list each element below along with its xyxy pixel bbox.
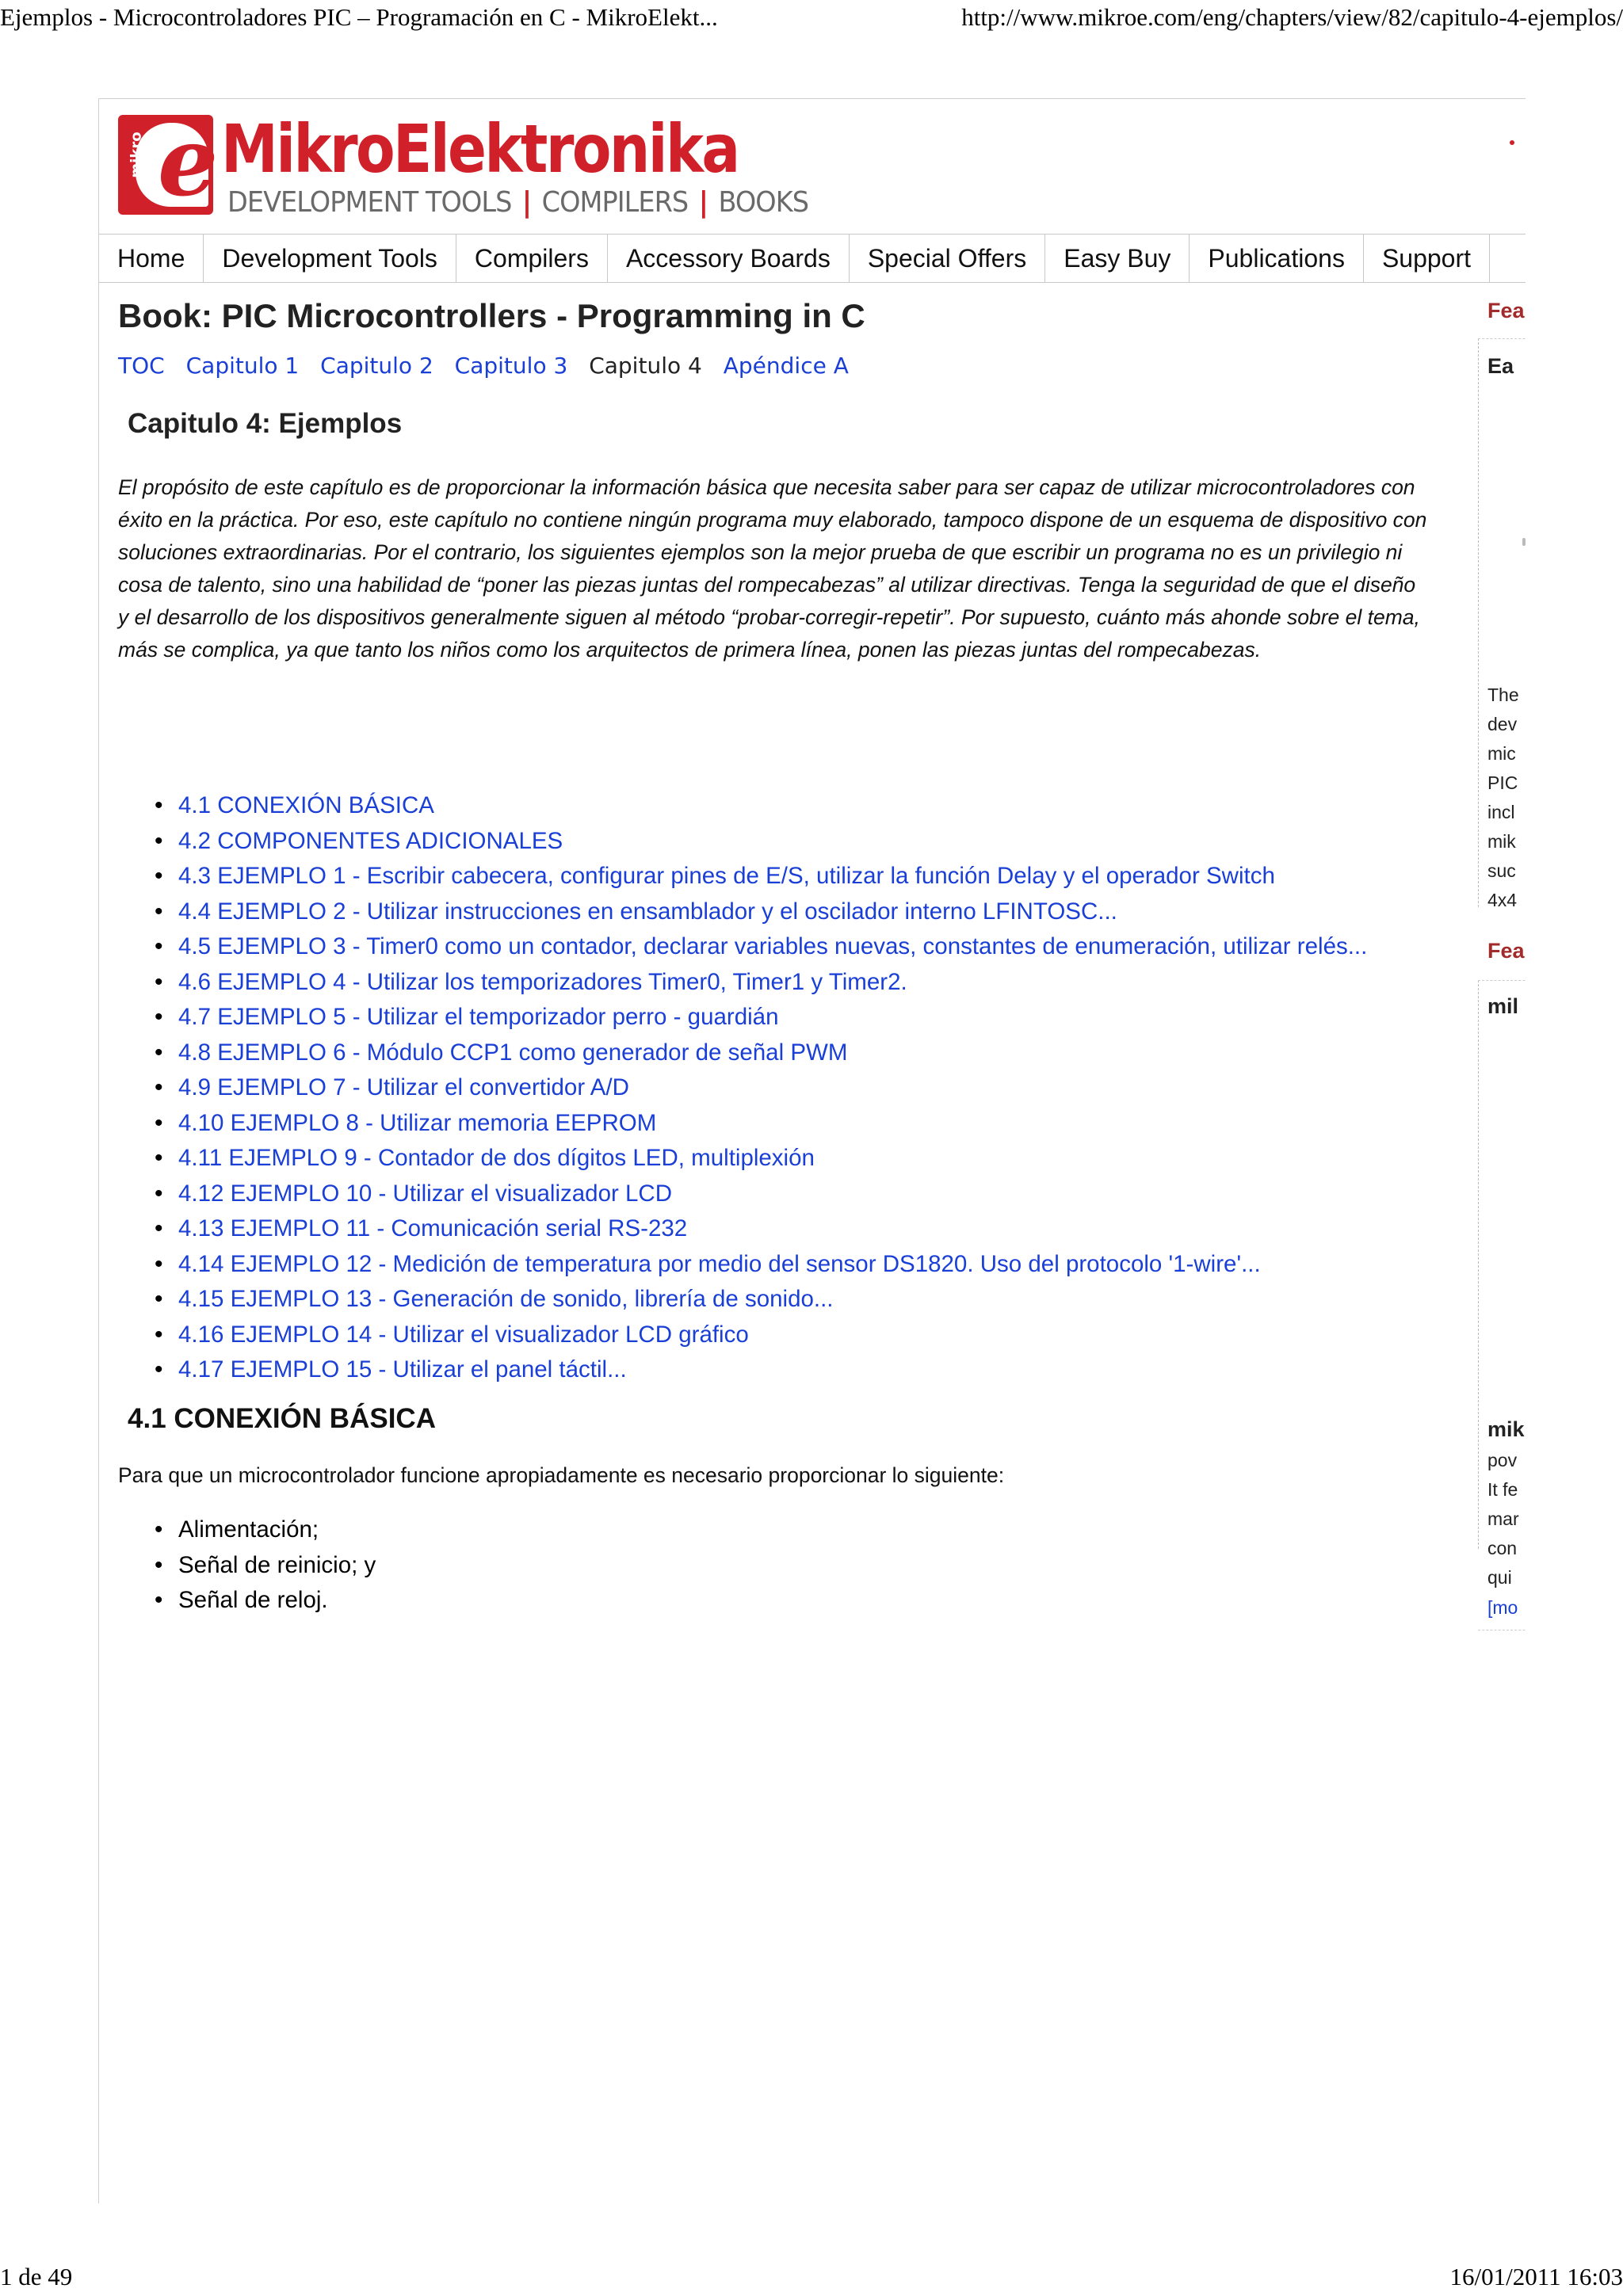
section-item [178, 1070, 1367, 1106]
featured-product-text: The dev mic PIC incl mik suc 4x4 [1487, 685, 1519, 910]
section-link[interactable]: 4.14 EJEMPLO 12 - Medición de temperatura por medio del sensor DS1820. Uso del protocolo '1-wire'... [178, 1250, 1261, 1277]
featured-product-text: pov It fe mar con qui [1487, 1450, 1519, 1588]
print-header [0, 3, 1623, 35]
chapter-nav [118, 353, 863, 379]
section-link[interactable]: 4.6 EJEMPLO 4 - Utilizar los temporizadores Timer0, Timer1 y Timer2. [178, 968, 907, 995]
section-item [178, 788, 1367, 824]
requirement-item: • Señal de reinicio; y [178, 1548, 376, 1584]
section-link[interactable]: 4.8 EJEMPLO 6 - Módulo CCP1 como generador de señal PWM [178, 1039, 848, 1066]
featured-heading: Fea [1487, 939, 1525, 963]
section-item [178, 929, 1367, 965]
section-link[interactable]: 4.7 EJEMPLO 5 - Utilizar el temporizador perro - guardián [178, 1004, 779, 1030]
logo-name: MikroElektronika [221, 110, 739, 188]
section-link[interactable]: 4.12 EJEMPLO 10 - Utilizar el visualizador LCD [178, 1180, 673, 1207]
requirement-item: • Señal de reloj. [178, 1583, 376, 1619]
featured-heading: Fea [1487, 299, 1525, 322]
header-dot-icon [1510, 140, 1514, 145]
logo-mark-letter: e [158, 106, 219, 218]
sidebar-box-top [1478, 980, 1526, 981]
chapter-link-2[interactable]: Capitulo 2 [320, 353, 433, 379]
nav-support[interactable]: Support [1364, 235, 1490, 282]
section-item [178, 1177, 1367, 1212]
section-link[interactable]: 4.15 EJEMPLO 13 - Generación de sonido, librería de sonido... [178, 1286, 834, 1312]
featured-product-title[interactable]: Ea [1487, 354, 1514, 378]
chapter-link-3[interactable]: Capitulo 3 [454, 353, 568, 379]
section-item [178, 1141, 1367, 1177]
section-item [178, 1318, 1367, 1353]
section-item [178, 1247, 1367, 1283]
nav-easy-buy[interactable]: Easy Buy [1045, 235, 1190, 282]
nav-special-offers[interactable]: Special Offers [850, 235, 1045, 282]
section-item [178, 1352, 1367, 1388]
logo-mark-text: mikro [128, 132, 145, 178]
section-link[interactable]: 4.5 EJEMPLO 3 - Timer0 como un contador, declarar variables nuevas, constantes de enumeración, utilizar relés... [178, 933, 1368, 959]
print-page-title: Ejemplos - Microcontroladores PIC – Programación en C - MikroElekt... [0, 3, 718, 31]
requirements-list [118, 1512, 376, 1619]
section-link[interactable]: 4.3 EJEMPLO 1 - Escribir cabecera, configurar pines de E/S, utilizar la función Delay y el operador Switch [178, 863, 1275, 889]
section-link[interactable]: 4.4 EJEMPLO 2 - Utilizar instrucciones en ensamblador y el oscilador interno LFINTOSC... [178, 898, 1117, 925]
print-page-number: 1 de 49 [0, 2263, 73, 2290]
print-datetime: 16/01/2011 16:03 [1449, 2263, 1623, 2290]
section-link[interactable]: 4.9 EJEMPLO 7 - Utilizar el convertidor A/D [178, 1074, 629, 1100]
section-item [178, 1000, 1367, 1035]
nav-development-tools[interactable]: Development Tools [204, 235, 456, 282]
section-link[interactable]: 4.2 COMPONENTES ADICIONALES [178, 827, 563, 854]
logo-tagline-1: DEVELOPMENT TOOLS [227, 186, 512, 219]
nav-home[interactable]: Home [99, 235, 204, 282]
section-link[interactable]: 4.10 EJEMPLO 8 - Utilizar memoria EEPROM [178, 1109, 657, 1136]
nav-publications[interactable]: Publications [1190, 235, 1364, 282]
logo-tagline-2: COMPILERS [541, 186, 689, 219]
intro-line: y el desarrollo de los dispositivos generalmente siguen al método “probar-corregir-repetir”. Por supuesto, cuánto más ahonde sobre el tema, [118, 605, 1420, 629]
featured-sidebar [1478, 297, 1526, 1644]
section-item [178, 1106, 1367, 1142]
sidebar-box-border [1478, 980, 1480, 1549]
section-link[interactable]: 4.11 EJEMPLO 9 - Contador de dos dígitos LED, multiplexión [178, 1145, 815, 1171]
chapter-link-toc[interactable]: TOC [118, 353, 165, 379]
section-item [178, 824, 1367, 860]
logo-tagline-3: BOOKS [718, 186, 809, 219]
nav-accessory-boards[interactable]: Accessory Boards [608, 235, 850, 282]
section-item [178, 1211, 1367, 1247]
section-item [178, 1035, 1367, 1071]
logo-mark-icon [118, 106, 219, 218]
print-url: http://www.mikroe.com/eng/chapters/view/82/capitulo-4-ejemplos/ [961, 3, 1623, 31]
site-logo[interactable] [118, 106, 809, 234]
logo-tagline [227, 186, 808, 219]
section-link[interactable]: 4.16 EJEMPLO 14 - Utilizar el visualizador LCD gráfico [178, 1321, 749, 1348]
sidebar-box-border [1478, 338, 1480, 907]
section-item [178, 859, 1367, 894]
web-page [98, 98, 1526, 2203]
intro-paragraph [118, 471, 1481, 666]
section-link[interactable]: 4.17 EJEMPLO 15 - Utilizar el panel táctil... [178, 1356, 627, 1383]
chapter-link-appendix-a[interactable]: Apéndice A [723, 353, 849, 379]
section-item [178, 1282, 1367, 1318]
intro-line: soluciones extraordinarias. Por el contrario, los siguientes ejemplos son la mejor prueba de que escribir un programa no es un privilegio ni [118, 540, 1403, 564]
chapter-link-1[interactable]: Capitulo 1 [185, 353, 300, 379]
nav-compilers[interactable]: Compilers [456, 235, 608, 282]
logo-tagline-sep-1: | [521, 186, 532, 219]
intro-line: más se complica, ya que tanto los niños como los arquitectos de primera línea, ponen las piezas juntas del rompecabezas. [118, 638, 1262, 662]
featured-product-name: mik [1487, 1417, 1525, 1441]
section-link[interactable]: 4.1 CONEXIÓN BÁSICA [178, 792, 434, 818]
logo-tagline-sep-2: | [698, 186, 708, 219]
section-item [178, 894, 1367, 930]
featured-product-title[interactable]: mil [1487, 994, 1519, 1018]
print-footer [0, 2263, 1623, 2294]
section-paragraph: Para que un microcontrolador funcione apropiadamente es necesario proporcionar lo siguiente: [118, 1463, 1005, 1487]
intro-line: éxito en la práctica. Por eso, este capítulo no contiene ningún programa muy elaborado, tampoco dispone de un esquema de dispositivo con [118, 508, 1427, 532]
chapter-current-4: Capitulo 4 [589, 353, 702, 379]
image-placeholder-icon [1522, 538, 1526, 546]
requirement-item: • Alimentación; [178, 1512, 376, 1548]
chapter-title: Capitulo 4: Ejemplos [128, 408, 403, 439]
section-heading: 4.1 CONEXIÓN BÁSICA [128, 1403, 436, 1434]
main-nav [99, 234, 1526, 283]
intro-line: cosa de talento, sino una habilidad de “poner las piezas juntas del rompecabezas” al utilizar directivas. Tenga la seguridad de que el diseño [118, 573, 1416, 597]
section-link[interactable]: 4.13 EJEMPLO 11 - Comunicación serial RS-232 [178, 1215, 688, 1241]
section-list [118, 788, 1367, 1388]
book-title: Book: PIC Microcontrollers - Programming in C [118, 297, 865, 334]
more-link[interactable]: [mo [1487, 1597, 1518, 1618]
sidebar-box-top [1478, 338, 1526, 339]
section-item [178, 965, 1367, 1001]
intro-line: El propósito de este capítulo es de proporcionar la información básica que necesita saber para ser capaz de utilizar microcontroladores con [118, 475, 1415, 499]
